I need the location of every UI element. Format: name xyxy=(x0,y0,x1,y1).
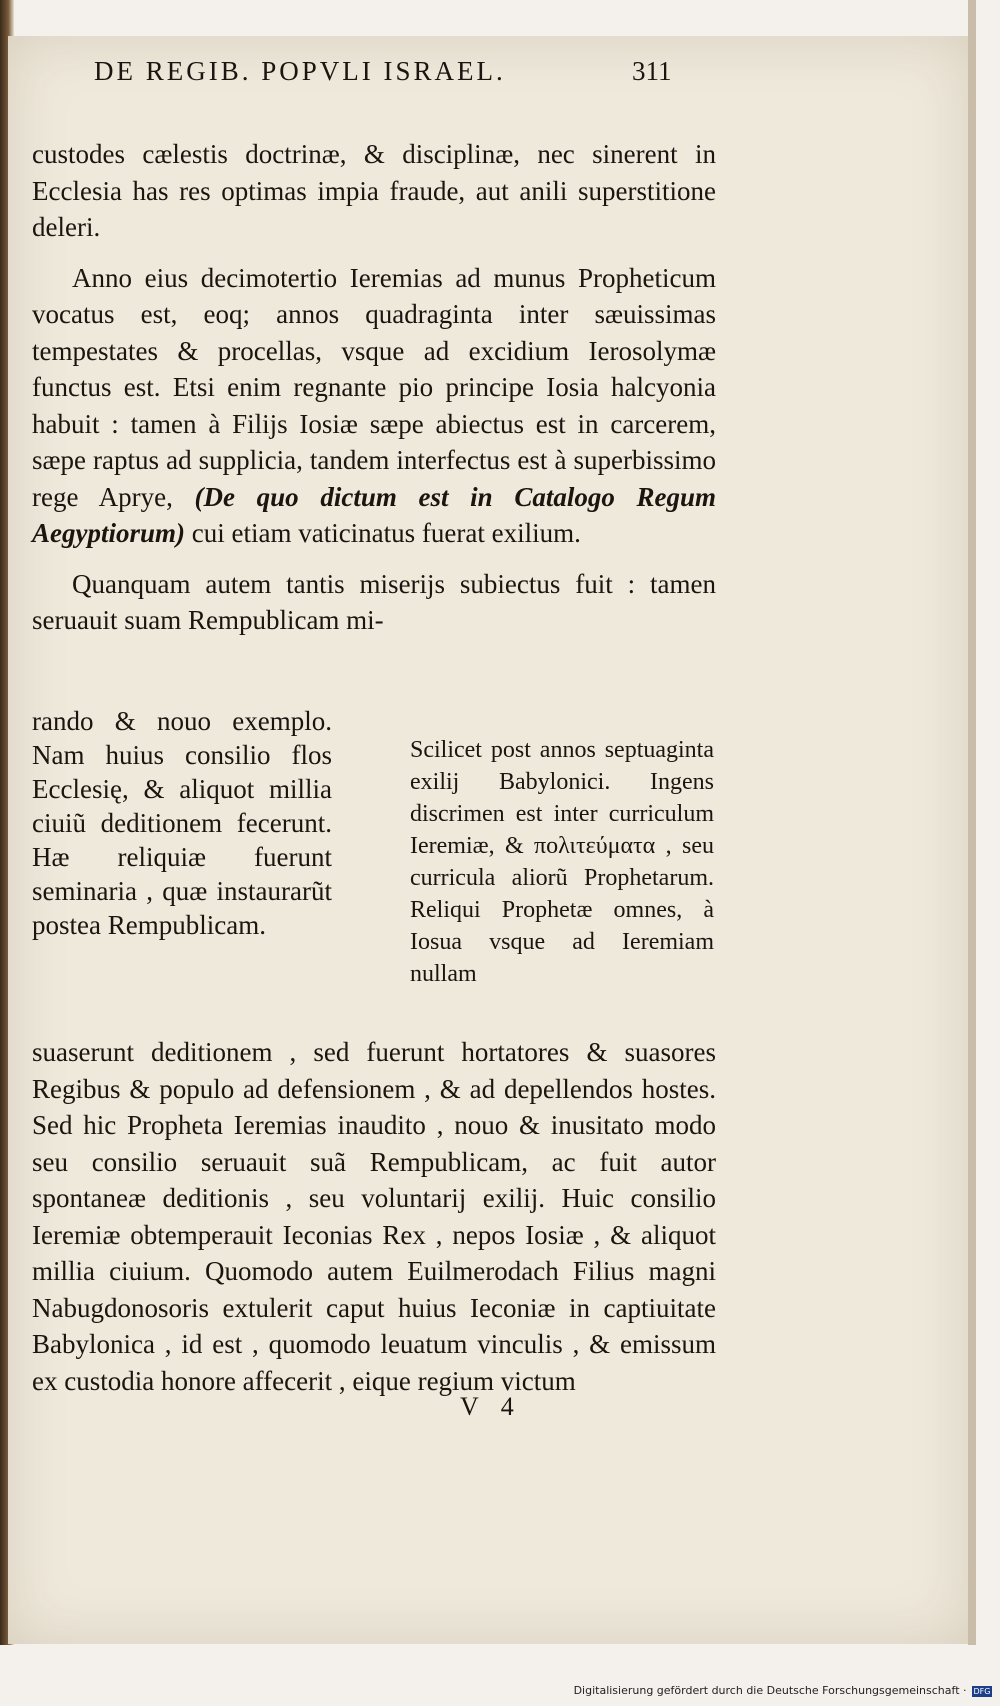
paragraph-1: custodes cælestis doctrinæ, & disciplinæ, nec sinerent in Ecclesia has res optimas impia fraude, aut anili superstitione deleri. xyxy=(32,139,716,242)
paragraph-2-end: cui etiam vaticinatus fuerat exilium. xyxy=(185,518,581,548)
marginal-note-column: Scilicet post annos septuaginta exilij Babylonici. Ingens discrimen est inter curriculum Ieremiæ, & πολιτεύματα , seu curricula aliorũ Prophetarum. Reliqui Prophetæ omnes, à Iosua vsque ad Ieremiam nullam xyxy=(410,737,714,987)
dfg-logo-icon: DFG xyxy=(973,1686,991,1696)
two-column-section xyxy=(32,704,716,1034)
italic-note: (De quo dictum est in Catalogo Regum Aegyptiorum) xyxy=(32,481,717,548)
signature-mark: V 4 xyxy=(460,1392,522,1421)
body-text-bottom: suaserunt deditionem , sed fuerunt hortatores & suasores Regibus & populo ad defensionem , & ad depellendos hostes. Sed hic Propheta Ieremias inaudito , nouo & inusitato modo seu consilio seruauit suã Rempublicam, ac fuit autor spontaneæ deditionis , seu voluntarij exilij. Huic consilio Ieremiæ obtemperauit Ieconias Rex , nepos Iosiæ , & aliquot millia ciuium. Quomodo autem Euilmerodach Filius magni Nabugdonosoris extulerit caput huius Ieconiæ in captiuitate Babylonica , id est , quomodo leuatum vinculis , & emissum ex custodia honore affecerit , eique regium victum xyxy=(32,1037,716,1396)
page-edge xyxy=(968,0,976,1645)
paragraph-2 xyxy=(32,260,716,552)
running-head: DE REGIB. POPVLI ISRAEL. xyxy=(94,56,506,86)
paragraph-2-text: Anno eius decimotertio Ieremias ad munus Propheticum vocatus est, eoq; annos quadraginta inter sæuissimas tempestates & procellas, vsque ad excidium Ierosolymæ functus est. Etsi enim regnante pio principe Iosia halcyonia habuit : tamen à Filijs Iosiæ sæpe abiectus est in carcerem, sæpe raptus ad supplicia, tandem interfectus est à superbissimo rege Aprye, xyxy=(32,262,716,512)
paragraph-3: Quanquam autem tantis miserijs subiectus fuit : tamen seruauit suam Rempublicam mi- xyxy=(32,568,716,635)
body-text-top xyxy=(32,136,716,653)
left-column-text: rando & nouo exemplo. Nam huius consilio flos Ecclesię, & aliquot millia ciuiũ deditionem fecerunt. Hæ reliquiæ fuerunt seminaria , quæ instaurarũt postea Rempublicam. xyxy=(32,706,332,940)
page-number: 311 xyxy=(632,56,672,86)
credit-text: Digitalisierung gefördert durch die Deutsche Forschungsgemeinschaft · xyxy=(573,1684,967,1697)
digitization-credit xyxy=(574,1684,992,1697)
